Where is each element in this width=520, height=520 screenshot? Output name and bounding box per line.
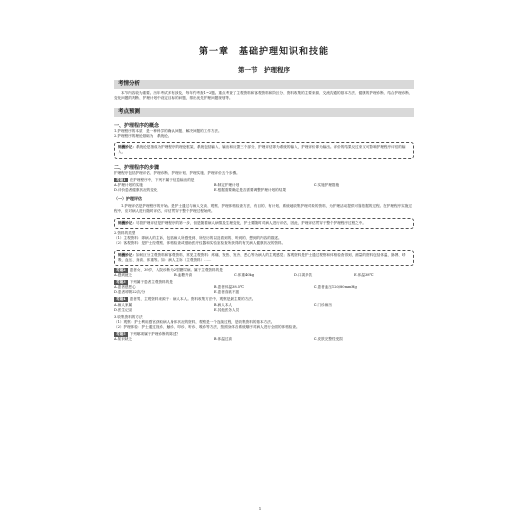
- page-content: [114, 40, 414, 342]
- question-1-options: [114, 183, 414, 193]
- question-5-options: [114, 337, 414, 342]
- tip-text: 尽管护理评估是护理程序的第一步，但是随着病人病情及生理变化，护士要随时对病人进行评估，因此，护理评估贯穿于整个护理程序过程之中。: [135, 220, 366, 225]
- question-tag: 考题3: [116, 280, 126, 285]
- collection-title: 3.收集资料的方法: [114, 314, 143, 319]
- option: B.患者体温38.5℃: [213, 285, 245, 290]
- question-stem: 患者女，39岁，入院诊断为2型糖尿病。属于主观资料的是: [129, 268, 223, 273]
- section-title: 第一节 护理程序: [238, 66, 290, 74]
- option: B.制定护理计划: [213, 183, 240, 188]
- option: A.患者感恶心: [114, 285, 136, 290]
- chapter-title: 第一章 基础护理知识和技能: [198, 47, 329, 57]
- tip-text: 如何区分主观资料和客观资料，常见主观资料：疼痛、发热、发冷、恶心等为病人的主观感觉；客观资料是护士通过观察和体格检查得到，测量的资料包括体温、脉搏、呼吸、血压、身高、体重等。如：病人主诉（主观资料）……: [118, 252, 406, 262]
- question-stem: 下列哪项属于护理诊断的陈述？: [129, 332, 181, 337]
- option: A.病人家属: [114, 302, 133, 307]
- question-tag: 考题1: [116, 177, 126, 182]
- option: C.体重40kg: [234, 273, 255, 278]
- question-tag: 考题5: [116, 332, 126, 337]
- tip-box-3: [114, 250, 414, 266]
- option: B.病人本人: [213, 302, 233, 307]
- tip-label: 锦囊妙记：: [118, 252, 136, 257]
- predict-bar: [114, 108, 414, 117]
- part2-title: 二、护理程序的步骤: [114, 164, 160, 171]
- question-4-options: [114, 303, 414, 313]
- option: E.患者食欲不振: [213, 290, 240, 295]
- option: C.皮肤完整性受损: [313, 337, 343, 342]
- option: C.实施护理措施: [313, 183, 340, 188]
- option: A.护理计划的实施: [114, 183, 143, 188]
- predict-label: 考点预测: [118, 108, 141, 115]
- option: B.血糖升高: [174, 273, 193, 278]
- types-line-2: （2）客观资料：是护士经观察、体格检查或借助医疗仪器和实验室检查所获得的有关病人健康状况的资料。: [114, 241, 286, 246]
- question-stem: 患者男，主观资料来源于：病人本人。资料收集方法中，观察是最主要的方法。: [129, 297, 256, 302]
- question-stem: 在护理程序中，下列不属于信息输出的是: [129, 177, 195, 182]
- option: A.感到疲乏: [114, 273, 133, 278]
- option: E.其他医务人员: [213, 307, 240, 312]
- analysis-bar: [114, 80, 414, 89]
- question-stem: 下列属于患者主观资料的是: [129, 280, 173, 285]
- option: D.评价患者健康状况的变化: [114, 188, 158, 193]
- question-2-options: [114, 273, 414, 278]
- option: C.门诊病历: [313, 302, 332, 307]
- part1-line-2: 2.护理程序的理论基础为 系统论。: [114, 134, 172, 139]
- tip-label: 锦囊妙记：: [118, 220, 136, 225]
- question-tag: 考题4: [116, 297, 126, 302]
- option: D.口渴多饮: [294, 273, 313, 278]
- types-title: 2.资料的类型: [114, 231, 136, 236]
- collection-line-2: （2）护理体检：护士通过视诊、触诊、叩诊、听诊、嗅诊等方法，按照身体各系统顺序对病人进行全面的体格检查。: [114, 325, 300, 330]
- question-3-options: [114, 285, 414, 295]
- option: D.患者呼吸22次/分: [114, 290, 146, 295]
- option: C.患者血压120/80mmHg: [313, 285, 357, 290]
- analysis-text: 本节内容较为重要。历年考试多有涉及，每年约考查1~2题。重点考查了主观资料和客观资料和阶区分、资料收集的主要来源、交流沟通的基本方法、健康的护理诊断、结合护理诊断、变化问题的判断、护理计划中设定目标的问题，排出优先护理问题规划等。: [114, 91, 413, 101]
- part2-intro: 护理程序包括护理评估、护理诊断、护理计划、护理实施、护理评价五个步骤。: [114, 170, 240, 175]
- option: B.体温过高: [213, 337, 233, 342]
- option: E.体温38℃: [354, 273, 374, 278]
- tip-label: 锦囊妙记：: [118, 145, 136, 150]
- option: A.知识缺乏: [114, 337, 133, 342]
- types-line-1: （1）主观资料：即病人的主诉，包括病人所感受到、所经历的以及看到的、听到的、想到的内容的描述。: [114, 236, 282, 241]
- analysis-label: 考情分析: [118, 81, 141, 87]
- sub1-title: （一）护理评估: [114, 196, 142, 202]
- tip-box-1: [114, 142, 414, 158]
- tip-text: 系统论是指成为护理程序的理论框架，系统包括输入、输出和反馈三个部分，护理评估即为系统的输入，护理评价即为输出。评价的结果反过来又可影响护理程序评估的输入。: [118, 145, 406, 155]
- part1-title: 一、护理程序的概念: [114, 122, 160, 129]
- sub1-line-1: 1.护理评估是护理程序的开始。是护士通过与病人交谈、观察、护理体格检查方法，有目的、有计划、系统地收集护理对象的资料，为护理活动提供可靠依据的过程。在护理程序实施过程中，应对病人进行随时评估，评估贯穿于整个护理过程始终。: [114, 204, 412, 214]
- page-number: 1: [258, 506, 262, 511]
- question-tag: 考题2: [116, 268, 126, 273]
- tip-box-2: [114, 218, 414, 229]
- part1-line-1: 1.护理程序的本质 是一种科学的确认问题、解决问题的工作方法。: [114, 128, 222, 133]
- option: D.医生记录: [114, 307, 133, 312]
- option: E.根据需要确定是否需要调整护理计划的结果: [213, 188, 286, 193]
- collection-line-1: （1）观察：护士利用感官获取病人身体状况的资料，观察是一个连续过程，是收集资料的基本方法。: [114, 319, 275, 324]
